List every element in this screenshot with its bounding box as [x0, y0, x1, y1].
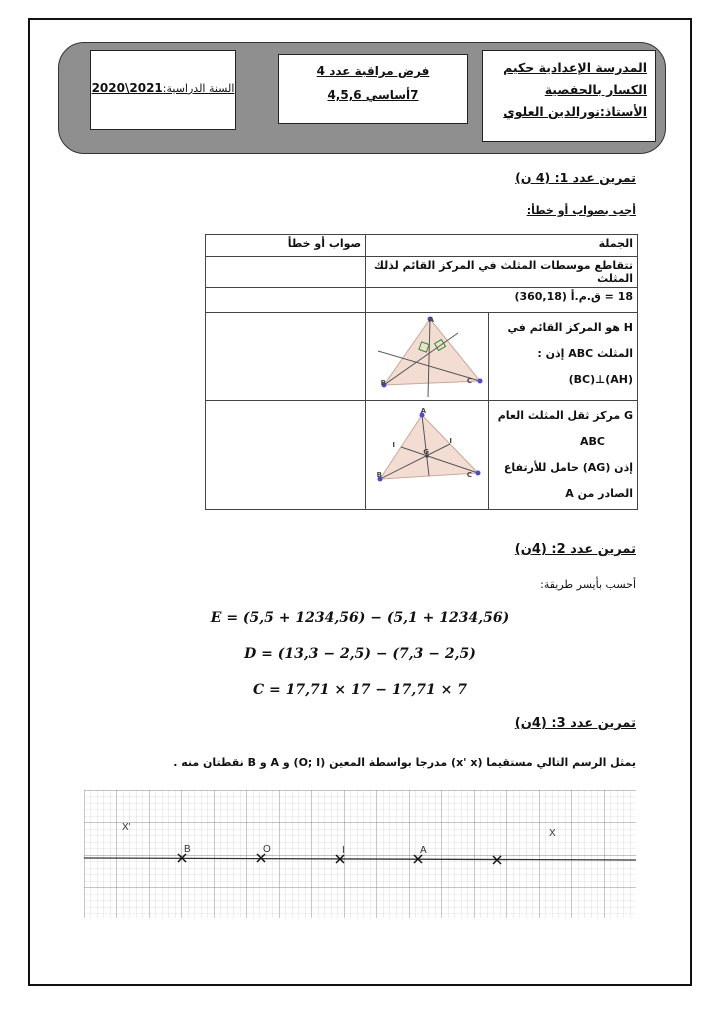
fig1-label-a: A: [428, 316, 434, 324]
school-line2: الكسار بالحفصية: [544, 82, 647, 97]
year-box: [90, 50, 236, 130]
row3-line3: (AH)⊥(BC): [568, 373, 633, 386]
row2-sentence: 18 = ق.م.أ (360,18): [366, 288, 638, 313]
fig1-label-b: B: [380, 379, 386, 387]
row4-answer[interactable]: [206, 401, 366, 510]
label-o: O: [263, 844, 271, 855]
row4-sentence: [366, 401, 638, 510]
equation-d: D = (13,3 − 2,5) − (7,3 − 2,5): [244, 646, 476, 662]
col-answer-header: صواب أو خطأ: [206, 235, 366, 257]
orthocenter-figure: [366, 313, 489, 400]
row3-sentence: [366, 313, 638, 401]
row4-text: [489, 401, 637, 509]
col-sentence-header: الجملة: [366, 235, 638, 257]
year-value: 2021\2020: [91, 81, 163, 95]
fig2-label-b: B: [376, 471, 382, 479]
fig2-label-c: C: [466, 471, 472, 479]
row3-line1: H هو المركز القائم في: [507, 321, 633, 334]
centroid-figure: [366, 401, 489, 509]
row2-answer[interactable]: [206, 288, 366, 313]
fig2-label-j: I: [449, 437, 452, 445]
true-false-table: [205, 234, 638, 510]
equation-c: C = 17,71 × 17 − 17,71 × 7: [253, 682, 467, 698]
label-i: I: [342, 845, 345, 856]
ex3-title: تمرين عدد 3: (4ن): [514, 716, 636, 731]
label-a: A: [420, 845, 427, 856]
row4-line1: G مركز ثقل المثلث العام: [497, 409, 633, 422]
teacher-name: الأستاذ:نورالدين العلوي: [503, 104, 647, 119]
school-line1: المدرسة الإعدادية حكيم: [503, 60, 647, 75]
fig1-label-c: C: [466, 377, 472, 385]
fig2-label-a: A: [420, 407, 426, 415]
row1-sentence: تتقاطع موسطات المثلث في المركز القائم لذلك المثلث: [366, 257, 638, 288]
label-x: X: [549, 828, 556, 839]
year-label: السنة الدراسية:: [162, 82, 235, 95]
row4-line2: ABC: [580, 435, 605, 448]
row4-line4: الصادر من A: [565, 487, 633, 500]
grade-label: 7أساسي 4,5,6: [327, 88, 419, 102]
ex1-instruction: أجب بصواب أو خطأ:: [526, 204, 636, 217]
fig2-label-i: I: [392, 441, 395, 449]
ex2-instruction: أحسب بأيسر طريقة:: [540, 578, 636, 591]
row4-line3: إذن (AG) حامل للأرتفاع: [503, 461, 633, 474]
row3-text: [489, 313, 637, 400]
ex2-title: تمرين عدد 2: (4ن): [514, 542, 636, 557]
label-b: B: [184, 844, 191, 855]
fig2-label-g: G: [423, 448, 429, 456]
row3-line2: المثلث ABC إذن :: [537, 347, 633, 360]
equation-e: E = (5,5 + 1234,56) − (5,1 + 1234,56): [210, 610, 510, 626]
row1-answer[interactable]: [206, 257, 366, 288]
school-info-box: [482, 50, 656, 142]
row3-answer[interactable]: [206, 313, 366, 401]
graduated-line-figure: [84, 790, 636, 922]
label-x-prime: X': [122, 822, 131, 833]
ex3-instruction: يمثل الرسم التالي مستقيما (x' x) مدرجا بواسطة المعين (O; I) و A و B نقطتان منه .: [173, 756, 636, 769]
exam-title: فرض مراقبة عدد 4: [316, 64, 430, 78]
exam-info-box: [278, 54, 468, 124]
ex1-title: تمرين عدد 1: (4 ن): [515, 170, 636, 185]
